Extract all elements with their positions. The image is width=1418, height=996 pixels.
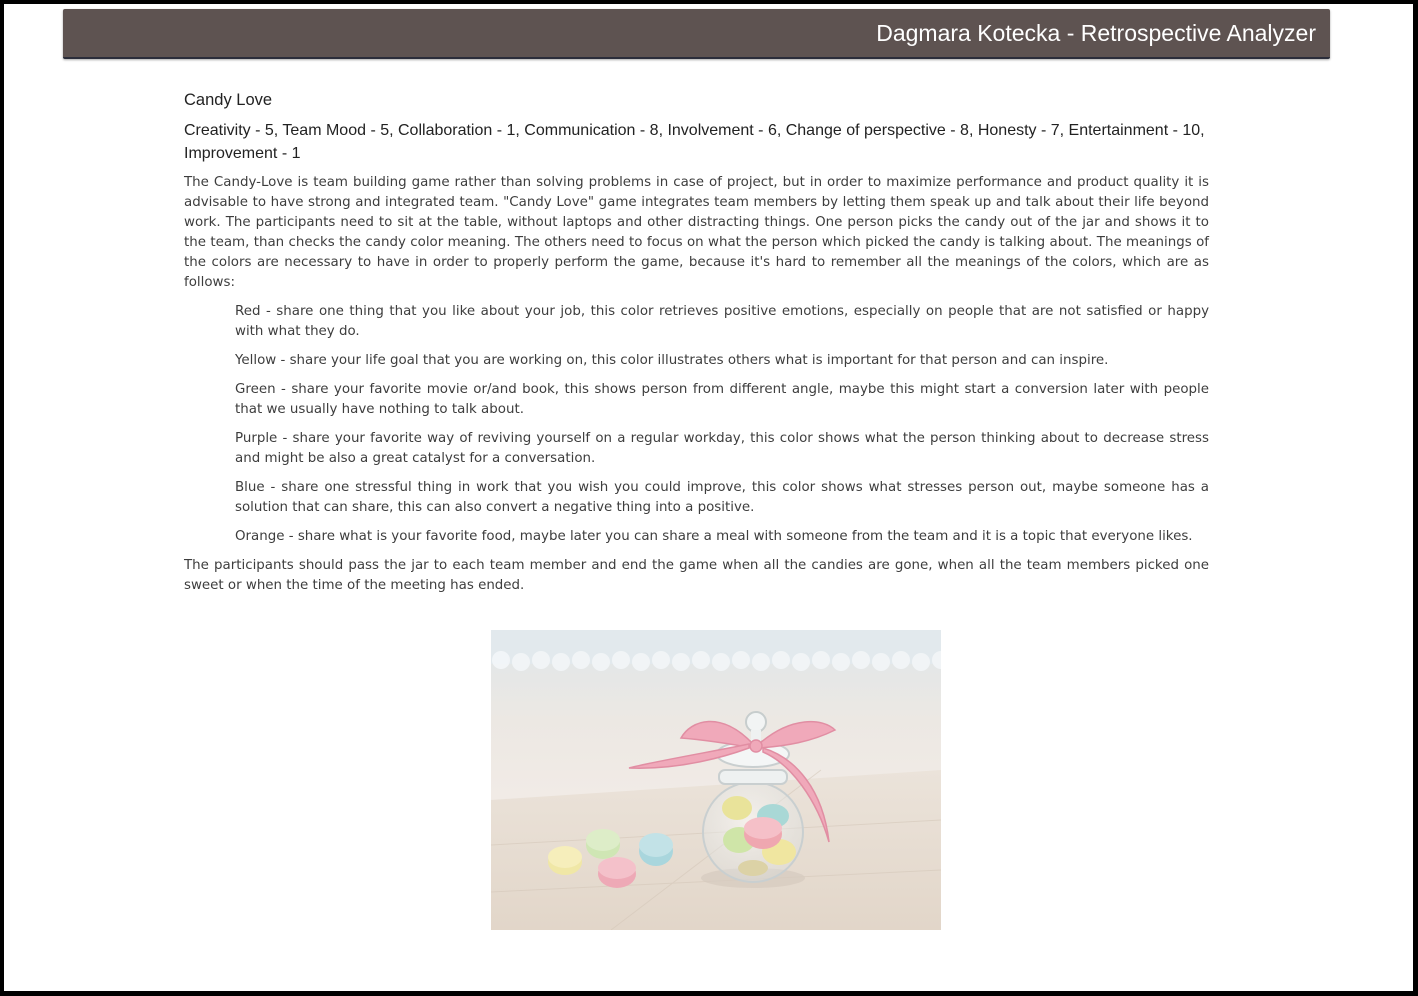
color-meanings-list: [235, 302, 1209, 547]
color-meaning-blue: Blue - share one stressful thing in work that you wish you could improve, this color shows what stresses person out, maybe someone has a solution that can share, this can also convert a negative thing into a positive.: [235, 480, 1209, 515]
game-title: Candy Love: [184, 91, 273, 109]
game-description: The Candy-Love is team building game rather than solving problems in case of project, but in order to maximize performance and product quality it is advisable to have strong and integrated team. "Candy Love" game integrates team members by letting them speak up and talk about their life beyond work. The participants need to sit at the table, without laptops and other distracting things. One person picks the candy out of the jar and shows it to the team, than checks the candy color meaning. The others need to focus on what the person which picked the candy is talking about. The meanings of the colors are necessary to have in order to properly perform the game, because it's hard to remember all the meanings of the colors, which are as follows:: [184, 175, 1209, 290]
game-details: [184, 86, 1209, 596]
app-title: Dagmara Kotecka - Retrospective Analyzer: [876, 20, 1316, 46]
color-meaning-yellow: Yellow - share your life goal that you are working on, this color illustrates others what is important for that person and can inspire.: [235, 353, 1109, 368]
game-closing-note: The participants should pass the jar to each team member and end the game when all the candies are gone, when all the team members picked one sweet or when the time of the meeting has ended.: [184, 558, 1209, 593]
app-header: [63, 9, 1330, 59]
color-meaning-purple: Purple - share your favorite way of reviving yourself on a regular workday, this color shows what the person thinking about to decrease stress and might be also a great catalyst for a conversation.: [235, 431, 1209, 466]
candy-jar-image: [491, 630, 941, 930]
color-meaning-orange: Orange - share what is your favorite food, maybe later you can share a meal with someone from the team and it is a topic that everyone likes.: [235, 529, 1193, 544]
color-meaning-green: Green - share your favorite movie or/and book, this shows person from different angle, maybe this might start a conversion later with people that we usually have nothing to talk about.: [235, 382, 1209, 417]
game-scores: Creativity - 5, Team Mood - 5, Collaboration - 1, Communication - 8, Involvement - 6, Change of perspective - 8, Honesty - 7, Entertainment - 10, Improvement - 1: [184, 122, 1205, 162]
color-meaning-red: Red - share one thing that you like about your job, this color retrieves positive emotions, especially on people that are not satisfied or happy with what they do.: [235, 304, 1209, 339]
